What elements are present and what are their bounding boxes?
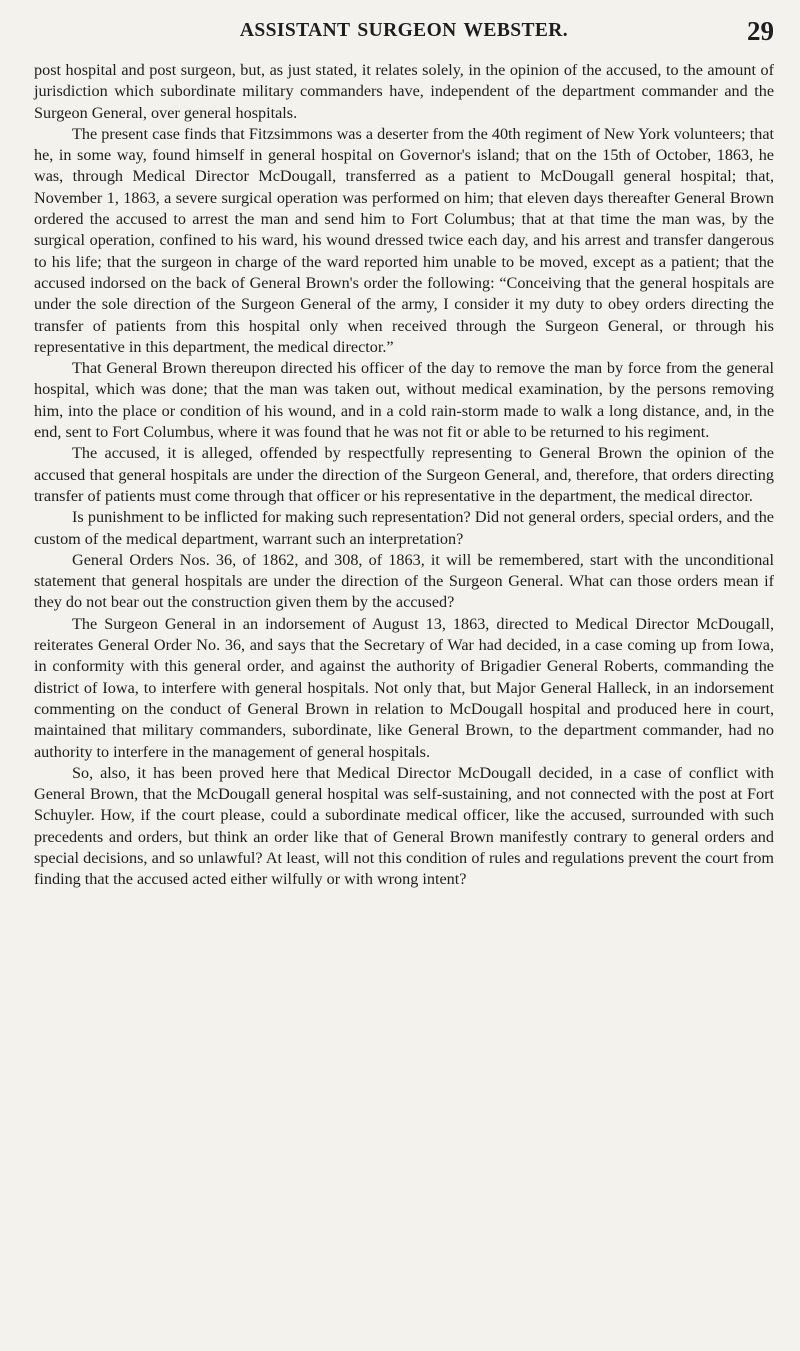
running-title: ASSISTANT SURGEON WEBSTER. xyxy=(239,20,569,41)
paragraph-continuation: post hospital and post surgeon, but, as just stated, it relates solely, in the opinion of the accused, to the amount of jurisdiction which subordinate military commanders have, independent of the department commander and the Surgeon General, over general hospitals. xyxy=(34,61,774,122)
paragraph: General Orders Nos. 36, of 1862, and 308, of 1863, it will be remembered, start with the unconditional statement that general hospitals are under the direction of the Surgeon General. What can those orders mean if they do not bear out the construction given them by the accused? xyxy=(34,550,774,612)
paragraph: The present case finds that Fitzsimmons was a deserter from the 40th regiment of New York volunteers; that he, in some way, found himself in general hospital on Governor's island; that on the 15th of October, 1863, he was, through Medical Director McDougall, transferred as a patient to McDougall general hospital; that, November 1, 1863, a severe surgical operation was performed on him; that eleven days thereafter General Brown ordered the accused to arrest the man and send him to Fort Columbus; that at that time the man was, by the surgical operation, confined to his ward, his wound dressed twice each day, and his arrest and transfer dangerous to his life; that the surgeon in charge of the ward reported him unable to be moved, except as a patient; that the accused indorsed on the back of General Brown's order the following: “Conceiving that the general hospitals are under the sole direction of the Surgeon General of the army, I consider it my duty to obey orders directing the transfer of patients from this hospital only when received through the Surgeon General, or through his representative in this department, the medical director.” xyxy=(34,124,774,356)
book-page xyxy=(34,16,774,891)
paragraph: So, also, it has been proved here that Medical Director McDougall decided, in a case of conflict with General Brown, that the McDougall general hospital was self-sustaining, and not connected with the post at Fort Schuyler. How, if the court please, could a subordinate medical officer, like the accused, surrounded with such precedents and orders, but think an order like that of General Brown manifestly contrary to general orders and special decisions, and so unlawful? At least, will not this condition of rules and regulations prevent the court from finding that the accused acted either wilfully or with wrong intent? xyxy=(34,763,774,889)
paragraph: That General Brown thereupon directed his officer of the day to remove the man by force from the general hospital, which was done; that the man was taken out, without medical examination, by the persons removing him, into the place or condition of his wound, and in a cold rain-storm made to walk a long distance, and, in the end, sent to Fort Columbus, where it was found that he was not fit or able to be returned to his regiment. xyxy=(34,359,774,442)
paragraph: Is punishment to be inflicted for making such representation? Did not general orders, special orders, and the custom of the medical department, warrant such an interpretation? xyxy=(34,508,774,548)
body-text xyxy=(34,60,774,891)
page-header xyxy=(34,16,774,60)
page-number: 29 xyxy=(747,16,774,46)
paragraph: The Surgeon General in an indorsement of August 13, 1863, directed to Medical Director McDougall, reiterates General Order No. 36, and says that the Secretary of War had decided, in a case coming up from Iowa, in conformity with this general order, and against the authority of Brigadier General Roberts, commanding the district of Iowa, to interfere with general hospitals. Not only that, but Major General Halleck, in an indorsement commenting on the conduct of General Brown in relation to McDougall hospital and produced here in court, maintained that military commanders, subordinate, like General Brown, to the department commander, had no authority to interfere in the management of general hospitals. xyxy=(34,614,774,761)
paragraph: The accused, it is alleged, offended by respectfully representing to General Brown the opinion of the accused that general hospitals are under the direction of the Surgeon General, and, therefore, that orders directing transfer of patients must come through that officer or his representative in the department, the medical director. xyxy=(34,444,774,505)
